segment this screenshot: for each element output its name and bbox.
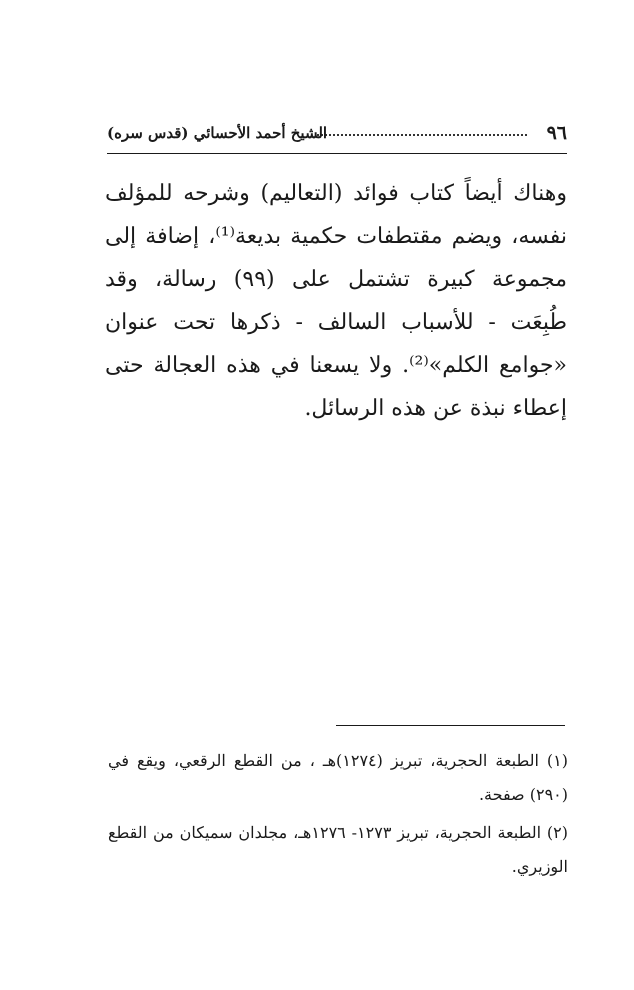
footnote-2: (٢) الطبعة الحجرية، تبريز ١٢٧٣- ١٢٧٦هـ، مجلدان سميكان من القطع الوزيري. xyxy=(108,823,569,876)
footnotes xyxy=(108,744,568,888)
running-header xyxy=(107,120,567,150)
footnote-separator xyxy=(336,725,565,726)
footnote-1: (١) الطبعة الحجرية، تبريز (١٢٧٤)هـ ، من القطع الرقعي، ويقع في (٢٩٠) صفحة. xyxy=(108,751,568,804)
body-paragraph: وهناك أيضاً كتاب فوائد (التعاليم) وشرحه للمؤلف نفسه، ويضم مقتطفات حكمية بديعة⁽¹⁾، إضافة إلى مجموعة كبيرة تشتمل على (٩٩) رسالة، وقد طُبِعَت - للأسباب السالف - ذكرها تحت عنوان «جوامع الكلم»⁽²⁾. ولا يسعنا في هذه العجالة حتى إعطاء نبذة عن هذه الرسائل. xyxy=(105,181,567,421)
header-rule xyxy=(107,153,567,154)
header-dot-leader xyxy=(317,134,527,136)
running-title: الشيخ أحمد الأحسائي (قدس سره) xyxy=(107,124,328,142)
page-number: ٩٦ xyxy=(546,122,567,144)
